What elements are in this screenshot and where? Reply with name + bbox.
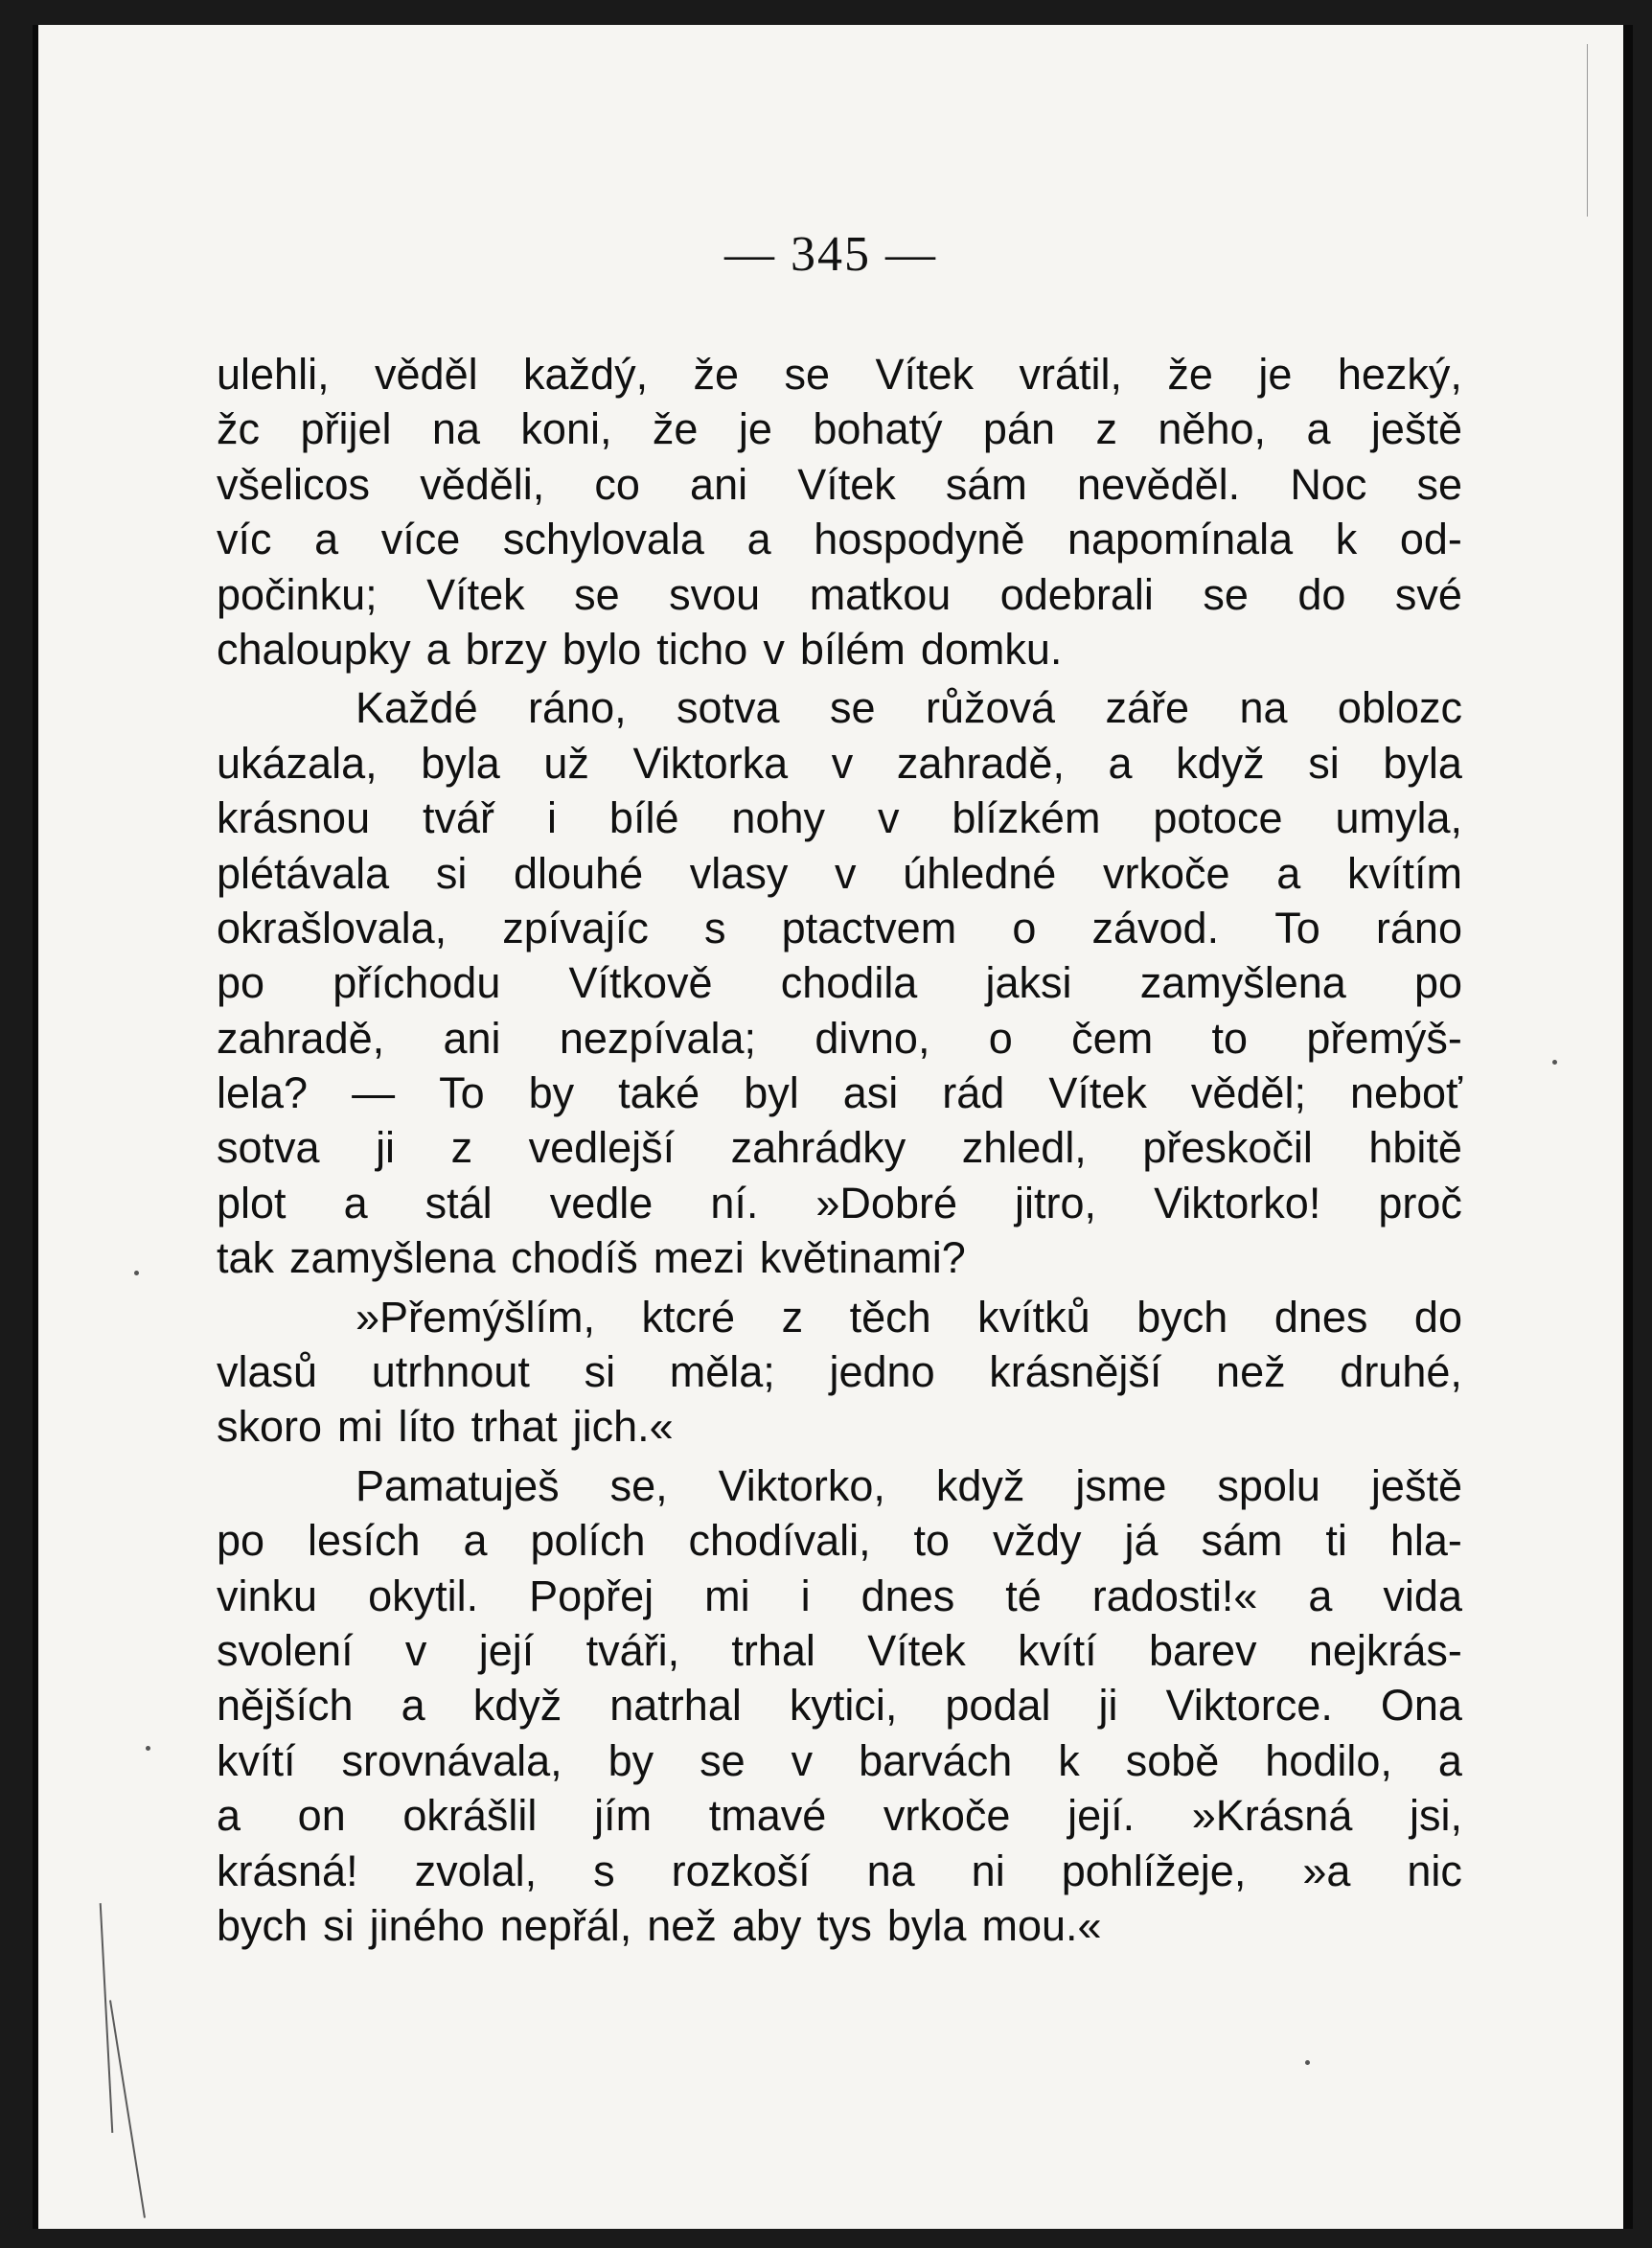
text-line: »Přemýšlím, ktcré z těch kvítků bych dnes do <box>356 1292 1462 1342</box>
book-page <box>33 25 1633 2229</box>
body-text <box>217 347 1462 1953</box>
text-line: plétávala si dlouhé vlasy v úhledné vrkoče a kvítím <box>217 848 1462 898</box>
text-line: vlasů utrhnout si měla; jedno krásnější než druhé, <box>217 1347 1462 1397</box>
text-line: počinku; Vítek se svou matkou odebrali se do své <box>217 569 1462 619</box>
text-line: po lesích a polích chodívali, to vždy já sám ti hla- <box>217 1516 1462 1566</box>
text-line: bych si jiného nepřál, než aby tys byla mou.« <box>217 1900 1102 1950</box>
page-number: — 345 — <box>724 227 937 282</box>
text-line: kvítí srovnávala, by se v barvách k sobě hodilo, a <box>217 1735 1462 1785</box>
text-line: Každé ráno, sotva se růžová záře na oblozc <box>356 683 1462 733</box>
text-line: skoro mi líto trhat jich.« <box>217 1402 674 1452</box>
text-line: krásnou tvář i bílé nohy v blízkém potoce umyla, <box>217 793 1462 843</box>
text-line: zahradě, ani nezpívala; divno, o čem to přemýš- <box>217 1013 1462 1063</box>
text-line: okrašlovala, zpívajíc s ptactvem o závod. To ráno <box>217 903 1462 952</box>
text-line: plot a stál vedle ní. »Dobré jitro, Viktorko! proč <box>217 1178 1462 1227</box>
text-line: Pamatuješ se, Viktorko, když jsme spolu ještě <box>356 1460 1462 1510</box>
text-line: víc a více schylovala a hospodyně napomínala k od- <box>217 515 1462 564</box>
text-line: chaloupky a brzy bylo ticho v bílém domku. <box>217 624 1063 674</box>
text-line: nějších a když natrhal kytici, podal ji Viktorce. Ona <box>217 1681 1462 1731</box>
scan-artifact-dot <box>1305 2060 1310 2065</box>
text-line: ukázala, byla už Viktorka v zahradě, a když si byla <box>217 738 1462 788</box>
text-line: svolení v její tváři, trhal Vítek kvítí barev nejkrás- <box>217 1625 1462 1675</box>
scan-artifact-dot <box>134 1271 139 1275</box>
scan-artifact-line <box>109 2000 146 2217</box>
text-line: a on okrášlil jím tmavé vrkoče její. »Krásná jsi, <box>217 1791 1462 1841</box>
text-line: tak zamyšlena chodíš mezi květinami? <box>217 1233 966 1283</box>
scan-artifact-dot <box>146 1746 150 1751</box>
text-line: krásná! zvolal, s rozkoší na ni pohlížeje, »a nic <box>217 1846 1462 1895</box>
scan-artifact-dot <box>1552 1060 1557 1065</box>
text-line: lela? — To by také byl asi rád Vítek věděl; neboť <box>217 1068 1462 1118</box>
text-line: sotva ji z vedlejší zahrádky zhledl, přeskočil hbitě <box>217 1123 1462 1173</box>
text-line: vinku okytil. Popřej mi i dnes té radosti!« a vida <box>217 1571 1462 1620</box>
text-line: všelicos věděli, co ani Vítek sám nevěděl. Noc se <box>217 459 1462 509</box>
scan-artifact-line <box>1587 44 1588 217</box>
text-line: žc přijel na koni, že je bohatý pán z něho, a ještě <box>217 404 1462 454</box>
text-line: po příchodu Vítkově chodila jaksi zamyšlena po <box>217 958 1462 1008</box>
text-line: ulehli, věděl každý, že se Vítek vrátil, že je hezký, <box>217 350 1462 399</box>
